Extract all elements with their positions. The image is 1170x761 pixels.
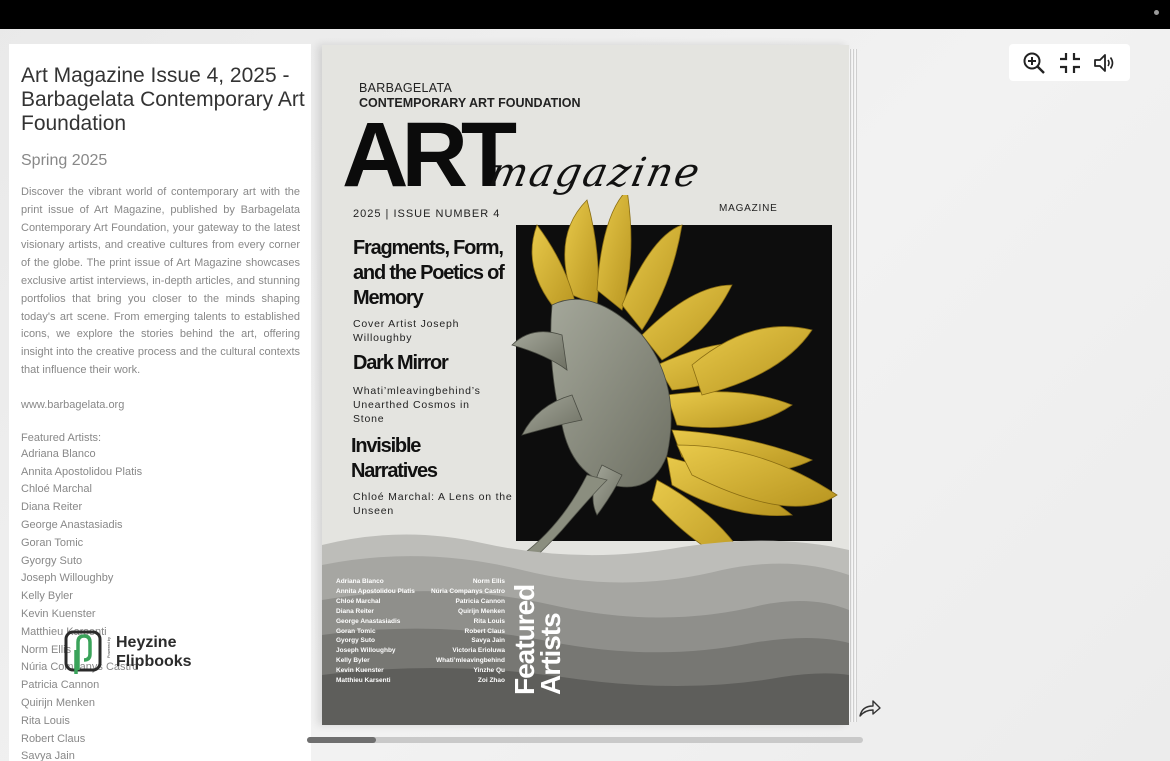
publication-title: Art Magazine Issue 4, 2025 - Barbagelata Contemporary Art Foundation [21,64,305,135]
list-item: Goran Tomic [21,536,84,549]
list-item: Núria Companys Castro [21,661,139,674]
magazine-cover-page[interactable] [322,45,849,725]
headline-fragments-sub: Cover Artist Joseph Willoughby [353,318,460,344]
share-arrow-icon[interactable] [858,698,882,718]
featured-artists-list [21,446,299,761]
masthead-art: ART [342,104,511,206]
masthead-script: magazine [485,150,706,196]
list-item: Patricia Cannon [21,679,100,692]
headline-dark-mirror-sub: Whati’mleavingbehind’s Unearthed Cosmos in Stone [353,385,481,425]
heyzine-line1: Heyzine [116,634,177,651]
list-item: Quirijn Menken [21,696,95,709]
exit-fullscreen-icon[interactable] [1058,51,1082,75]
powered-by-label: Powered by [106,637,111,659]
foundation-name-line2: CONTEMPORARY ART FOUNDATION [359,96,581,110]
zoom-in-icon[interactable] [1022,51,1046,75]
list-item: Diana Reiter [21,501,83,514]
headline-dark-mirror: Dark Mirror [353,352,448,374]
list-item: Kevin Kuenster [21,607,96,620]
browser-top-bar [0,0,1170,29]
list-item: Rita Louis [21,714,70,727]
headline-fragments: Fragments, Form, and the Poetics of Memory [353,237,504,309]
list-item: Adriana Blanco [21,447,96,460]
list-item: Gyorgy Suto [21,554,83,567]
list-item: Robert Claus [21,732,86,745]
publication-season: Spring 2025 [21,152,108,169]
list-item: Norm Ellis [21,643,72,656]
headline-invisible-narratives: Invisible Narratives [351,435,437,482]
cover-artist-names-left: Adriana Blanco Annita Apostolidou Platis Chloé Marchal Diana Reiter George Anastasiadis Goran Tomic Gyorgy Suto Joseph Willoughby Kelly Byler Kevin Kuenster Matthieu Karsenti [336,578,415,685]
foundation-name-line1: BARBAGELATA [359,81,453,95]
list-item: Chloé Marchal [21,483,92,496]
masthead-small: MAGAZINE [719,203,778,214]
list-item: Matthieu Karsenti [21,625,107,638]
featured-label-line1: Featured [509,584,540,695]
list-item: George Anastasiadis [21,518,123,531]
list-item: Kelly Byler [21,590,73,603]
heyzine-line2: Flipbooks [116,653,192,670]
featured-artists-heading: Featured Artists: [21,431,102,444]
heyzine-name [116,633,192,671]
headline-invisible-narratives-sub: Chloé Marchal: A Lens on the Unseen [353,491,513,517]
speaker-icon[interactable] [1093,51,1117,75]
featured-artists-vertical-label [509,565,572,695]
list-item: Joseph Willoughby [21,572,114,585]
page-scrollbar-track[interactable] [307,737,863,743]
issue-number: 2025 | ISSUE NUMBER 4 [353,208,501,220]
website-link[interactable]: www.barbagelata.org [21,398,125,411]
heyzine-badge[interactable] [64,630,214,688]
list-item: Annita Apostolidou Platis [21,465,143,478]
viewer-toolbar [1009,44,1130,81]
list-item: Savya Jain [21,750,75,761]
publication-description: Discover the vibrant world of contemporary art with the print issue of Art Magazine, published by Barbagelata Contemporary Art Foundation, your gateway to the latest visionary artists, and creative cultures from every corner of the globe. The print issue of Art Magazine showcases exclusive artist interviews, in-depth articles, and stunning portfolios that bring you closer to the minds shaping today's art scene. From emerging talents to established icons, we explore the stories behind the art, offering insight into the creative process and the cultural contexts that influence their work. [21,186,300,376]
status-dot [1154,10,1159,15]
page-scrollbar-thumb[interactable] [307,737,376,743]
heyzine-logo-icon [64,630,104,674]
featured-label-line2: Artists [535,613,566,695]
cover-artist-names-right: Norm Ellis Núria Companys Castro Patricia Cannon Quirijn Menken Rita Louis Robert Claus Savya Jain Victoria Erioluwa Whati’mleavingbehind Yinzhe Qu Zoi Zhao [430,578,505,685]
